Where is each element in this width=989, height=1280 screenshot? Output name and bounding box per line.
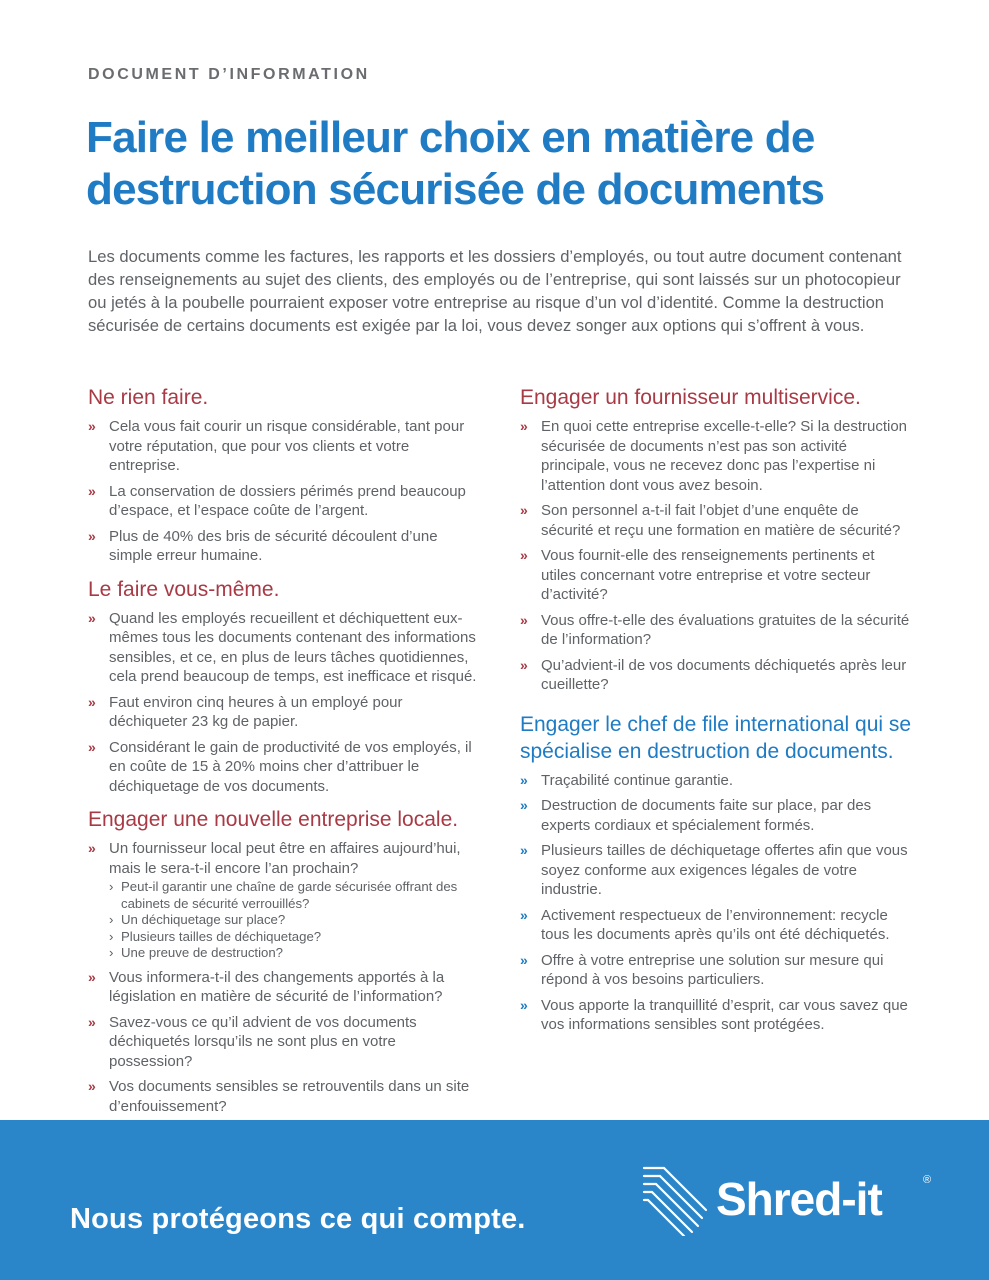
- list-item: [520, 951, 912, 990]
- list-item: [88, 417, 478, 476]
- section-ne-rien-faire: [88, 384, 478, 566]
- bullet-marker: »: [520, 951, 528, 968]
- bullet-marker: »: [88, 738, 96, 755]
- shred-lines-icon: [640, 1164, 712, 1236]
- list-item: [520, 546, 912, 605]
- list-item-text: Vous fournit-elle des renseignements pertinents et utiles concernant votre entreprise et votre secteur d’activité?: [541, 547, 875, 603]
- sub-list-item-text: Plusieurs tailles de déchiquetage?: [121, 928, 322, 944]
- list-item: [520, 771, 912, 791]
- bullet-marker: »: [520, 842, 528, 858]
- section-heading: Engager le chef de file international qui se spécialise en destruction de documents.: [520, 712, 912, 763]
- bullet-marker: »: [520, 797, 528, 813]
- logo-wordmark: Shred-it: [716, 1173, 882, 1225]
- list-item-text: Plus de 40% des bris de sécurité découlent d’une simple erreur humaine.: [109, 527, 438, 564]
- list-item-text: Son personnel a-t-il fait l’objet d’une enquête de sécurité et reçu une formation en matière de sécurité?: [541, 502, 901, 539]
- section-fournisseur-multiservice: [520, 384, 912, 695]
- bullet-list: [88, 839, 478, 1116]
- intro-paragraph: Les documents comme les factures, les rapports et les dossiers d’employés, ou tout autre document contenant des renseignements au sujet des clients, des employés ou de l’entreprise, qui sont laissés sur un photocopieur ou jetés à la poubelle pourraient exposer votre entreprise au risque d’un vol d’identité. Comme la destruction sécurisée de certains documents est exigée par la loi, vous devez songer aux options qui s’offrent à vous.: [88, 247, 902, 335]
- sub-marker: ›: [109, 945, 114, 960]
- bullet-list: [88, 609, 478, 797]
- list-item-text: Considérant le gain de productivité de vos employés, il en coûte de 15 à 20% moins cher d’attribuer le déchiquetage de vos documents.: [109, 738, 472, 795]
- list-item-text: Savez-vous ce qu’il advient de vos documents déchiquetés lorsqu’ils ne sont plus en votre possession?: [109, 1013, 417, 1070]
- bullet-list: [520, 771, 912, 1035]
- footer-banner: [0, 1120, 989, 1280]
- section-entreprise-locale: [88, 806, 478, 1116]
- section-heading: Ne rien faire.: [88, 386, 209, 409]
- list-item: [520, 501, 912, 540]
- bullet-marker: »: [520, 547, 528, 563]
- right-column: [520, 384, 912, 1045]
- list-item-text: Qu’advient-il de vos documents déchiquetés après leur cueillette?: [541, 656, 907, 693]
- list-item-text: Plusieurs tailles de déchiquetage offertes afin que vous soyez conforme aux exigences légales de votre industrie.: [541, 842, 908, 898]
- sub-list-item: [109, 945, 478, 962]
- list-item-text: Cela vous fait courir un risque considérable, tant pour votre réputation, que pour vos clients et votre entreprise.: [109, 418, 465, 474]
- list-item: [520, 906, 912, 945]
- list-item-text: Faut environ cinq heures à un employé pour déchiqueter 23 kg de papier.: [109, 693, 403, 730]
- shred-it-logo: [640, 1164, 940, 1236]
- sub-marker: ›: [109, 912, 114, 927]
- bullet-marker: »: [88, 418, 96, 434]
- registered-mark: ®: [923, 1174, 932, 1186]
- sub-list-item: [109, 912, 478, 929]
- bullet-marker: »: [520, 996, 528, 1013]
- list-item: [520, 796, 912, 835]
- sub-marker: ›: [109, 879, 114, 894]
- list-item-text: La conservation de dossiers périmés prend beaucoup d’espace, et l’espace coûte de l’argent.: [109, 482, 466, 519]
- bullet-marker: »: [88, 609, 96, 626]
- list-item-text: Vous informera-t-il des changements apportés à la législation en matière de sécurité de l’information?: [109, 968, 445, 1005]
- sub-list-item: [109, 879, 478, 912]
- bullet-marker: »: [520, 656, 528, 673]
- bullet-marker: »: [520, 502, 528, 518]
- bullet-marker: »: [520, 906, 528, 923]
- list-item: [88, 527, 478, 566]
- list-item: [88, 609, 478, 687]
- list-item: [520, 417, 912, 495]
- list-item: [520, 656, 912, 695]
- section-chef-de-file: [520, 711, 912, 1035]
- list-item: [88, 1013, 478, 1072]
- section-le-faire-vous-meme: [88, 576, 478, 797]
- list-item: [520, 611, 912, 650]
- bullet-marker: »: [88, 968, 96, 985]
- list-item: [88, 1077, 478, 1116]
- list-item-text: Vos documents sensibles se retrouventils dans un site d’enfouissement?: [109, 1078, 470, 1115]
- bullet-marker: »: [88, 482, 96, 499]
- sub-list-item-text: Une preuve de destruction?: [121, 945, 284, 960]
- list-item: [88, 738, 478, 797]
- eyebrow: DOCUMENT D’INFORMATION: [88, 66, 370, 83]
- list-item-text: Vous apporte la tranquillité d’esprit, car vous savez que vos informations sensibles sont protégées.: [541, 996, 908, 1033]
- section-heading: Le faire vous-même.: [88, 577, 280, 601]
- bullet-list: [88, 417, 478, 566]
- bullet-marker: »: [88, 840, 96, 856]
- list-item: [88, 839, 478, 962]
- left-column: [88, 384, 478, 1126]
- sub-list: [109, 879, 478, 962]
- list-item: [520, 841, 912, 900]
- list-item-text: Offre à votre entreprise une solution sur mesure qui répond à vos besoins particuliers.: [541, 951, 884, 988]
- list-item-text: Un fournisseur local peut être en affaires aujourd’hui, mais le sera-t-il encore l’an prochain?: [109, 840, 461, 877]
- list-item-text: En quoi cette entreprise excelle-t-elle? Si la destruction sécurisée de documents n’est pas son activité principale, vous ne recevez donc pas l’expertise ni l’attention dont vous avez besoin.: [541, 418, 908, 494]
- tagline: Nous protégeons ce qui compte.: [70, 1203, 526, 1235]
- sub-list-item-text: Un déchiquetage sur place?: [121, 912, 286, 927]
- bullet-marker: »: [88, 1078, 96, 1094]
- list-item-text: Vous offre-t-elle des évaluations gratuites de la sécurité de l’information?: [541, 611, 910, 648]
- bullet-marker: »: [88, 1013, 96, 1030]
- list-item: [520, 996, 912, 1035]
- list-item-text: Activement respectueux de l’environnement: recycle tous les documents après qu’ils ont été déchiquetés.: [541, 906, 890, 943]
- section-heading: Engager une nouvelle entreprise locale.: [88, 808, 459, 831]
- list-item-text: Quand les employés recueillent et déchiquettent eux-mêmes tous les documents contenant des informations sensibles, et ce, en plus de leurs tâches quotidiennes, cela prend beaucoup de temps, est inefficace et risqué.: [109, 609, 477, 685]
- bullet-marker: »: [520, 771, 528, 788]
- bullet-list: [520, 417, 912, 695]
- section-heading: Engager un fournisseur multiservice.: [520, 386, 861, 409]
- list-item: [88, 968, 478, 1007]
- bullet-marker: »: [88, 693, 96, 710]
- sub-list-item: [109, 929, 478, 946]
- bullet-marker: »: [88, 527, 96, 544]
- sub-marker: ›: [109, 928, 114, 944]
- bullet-marker: »: [520, 611, 528, 628]
- sub-list-item-text: Peut-il garantir une chaîne de garde sécurisée offrant des cabinets de sécurité verrouillés?: [121, 879, 458, 911]
- list-item: [88, 693, 478, 732]
- bullet-marker: »: [520, 418, 528, 434]
- list-item-text: Destruction de documents faite sur place, par des experts cordiaux et spécialement formés.: [541, 797, 872, 834]
- list-item-text: Traçabilité continue garantie.: [541, 771, 734, 789]
- list-item: [88, 482, 478, 521]
- page-title: Faire le meilleur choix en matière de destruction sécurisée de documents: [86, 113, 825, 214]
